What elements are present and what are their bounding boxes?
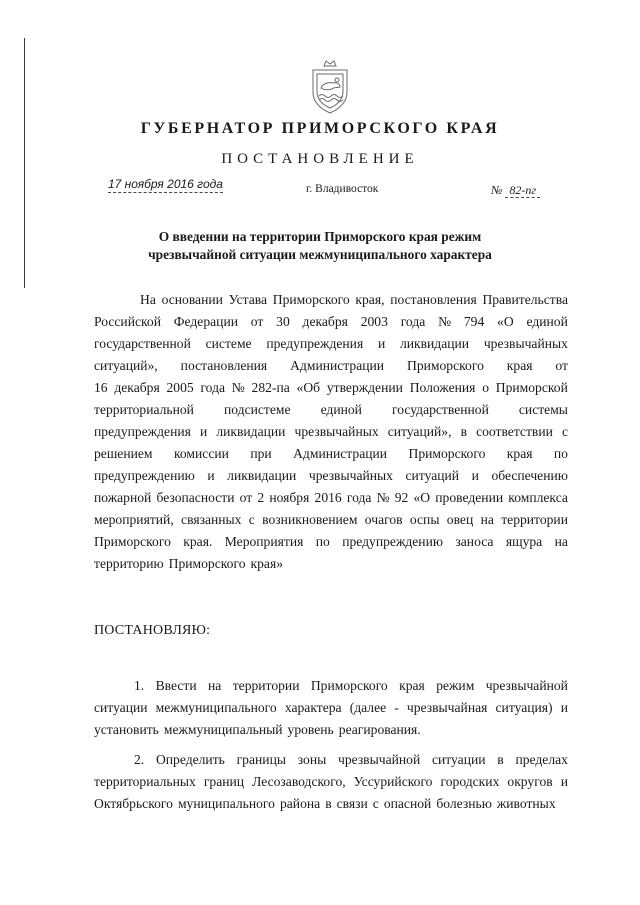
title-line: чрезвычайной ситуации межмуниципального характера xyxy=(148,247,492,262)
text-line: предупреждения и ликвидации чрезвычайных ситуаций», в соответствии с xyxy=(94,424,568,439)
decree-item xyxy=(94,675,568,741)
document-number xyxy=(491,183,540,198)
issuing-authority: ГУБЕРНАТОР ПРИМОРСКОГО КРАЯ xyxy=(140,120,500,137)
text-line: На основании Устава Приморского края, постановления Правительства xyxy=(140,292,568,307)
text-line: предупреждению и ликвидации чрезвычайных ситуаций и обеспечению xyxy=(94,468,568,483)
text-line: Приморского края. Мероприятия по предупреждению заноса ящура на xyxy=(94,534,568,549)
text-line: Российской Федерации от 30 декабря 2003 года № 794 «О единой xyxy=(94,314,568,329)
text-line: решением комиссии при Администрации Приморского края по xyxy=(94,446,568,461)
text-line: мероприятий, связанных с возникновением очагов оспы овец на территории xyxy=(94,512,568,527)
preamble-paragraph xyxy=(94,289,568,575)
text-line: государственной системе предупреждения и ликвидации чрезвычайных xyxy=(94,336,568,351)
decree-items xyxy=(94,675,568,815)
text-line: территорию Приморского края» xyxy=(94,556,283,571)
text-line: установить межмуниципальный уровень реагирования. xyxy=(94,722,421,737)
document-date: 17 ноября 2016 года xyxy=(108,177,223,191)
text-line: ситуации межмуниципального характера (далее - чрезвычайная ситуация) и xyxy=(94,700,568,715)
resolve-heading: ПОСТАНОВЛЯЮ: xyxy=(94,623,211,638)
document-title xyxy=(0,228,640,264)
number-value: 82-пг xyxy=(505,183,540,198)
document-city: г. Владивосток xyxy=(306,183,379,195)
text-line: ситуаций», постановления Администрации Приморского края от xyxy=(94,358,568,373)
text-line: 2. Определить границы зоны чрезвычайной ситуации в пределах xyxy=(134,752,568,767)
coat-of-arms-icon xyxy=(299,58,361,118)
text-line: пожарной безопасности от 2 ноября 2016 года № 92 «О проведении комплекса xyxy=(94,490,568,505)
text-line: территориальной подсистеме единой государственной системы xyxy=(94,402,568,417)
text-line: территориальных границ Лесозаводского, Уссурийского городских округов и xyxy=(94,774,568,789)
text-line: 1. Ввести на территории Приморского края режим чрезвычайной xyxy=(134,678,568,693)
text-line: Октябрьского муниципального района в связи с опасной болезнью животных xyxy=(94,796,556,811)
text-line: 16 декабря 2005 года № 282-па «Об утверждении Положения о Приморской xyxy=(94,380,568,395)
decree-item xyxy=(94,749,568,815)
number-prefix: № xyxy=(491,183,503,197)
title-line: О введении на территории Приморского края режим xyxy=(158,229,482,244)
document-type: ПОСТАНОВЛЕНИЕ xyxy=(221,151,419,167)
